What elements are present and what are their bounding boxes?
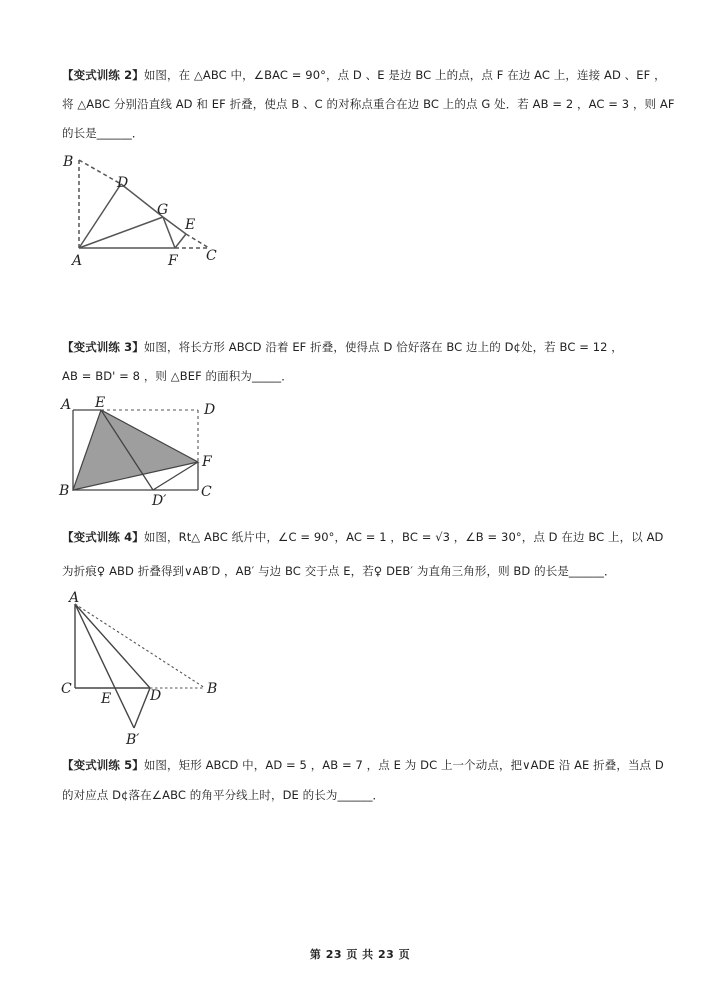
p2-label-G: G [157, 202, 169, 218]
problem5-title: 【变式训练 5】 [62, 758, 144, 772]
p3-label-D: D [204, 402, 216, 418]
p2-label-E: E [185, 217, 196, 233]
p3-label-B: B [59, 483, 70, 499]
p3-label-Dprime: D′ [152, 493, 167, 509]
p2-label-B: B [63, 154, 74, 170]
problem5-text1: 如图，矩形 ABCD 中，AD = 5 ，AB = 7 ，点 E 为 DC 上一个动点，把∨ADE 沿 AE 折叠，当点 D [143, 758, 664, 772]
figure-problem2 [55, 148, 235, 270]
p2-label-C: C [206, 248, 217, 264]
problem4-line1 [62, 529, 664, 545]
problem4-title: 【变式训练 4】 [62, 530, 144, 544]
problem4-line2: 为折痕♀ ABD 折叠得到∨AB′D ，AB′ 与边 BC 交于点 E，若♀ DEB′ 为直角三角形，则 BD 的长是______． [62, 564, 616, 578]
p4-label-Bprime: B′ [126, 732, 140, 748]
p4-label-D: D [150, 688, 162, 704]
problem2-text1: 如图，在 △ABC 中，∠BAC = 90°，点 D 、E 是边 BC 上的点，点 F 在边 AC 上，连接 AD 、EF ， [143, 68, 666, 82]
p4-label-B: B [207, 681, 218, 697]
p4-label-C: C [61, 681, 72, 697]
p2-label-D: D [117, 175, 129, 191]
problem3-text1: 如图，将长方形 ABCD 沿着 EF 折叠，使得点 D 恰好落在 BC 边上的 D¢处，若 BC = 12 ， [143, 340, 623, 354]
p3-label-E: E [95, 395, 106, 411]
p3-label-A: A [61, 397, 72, 413]
problem2-line3: 的长是______． [62, 126, 144, 140]
p4-label-E: E [101, 691, 112, 707]
problem2-line2: 将 △ABC 分别沿直线 AD 和 EF 折叠，使点 B 、C 的对称点重合在边 BC 上的点 G 处．若 AB = 2 ，AC = 3 ，则 AF [62, 97, 675, 111]
problem3-line1 [62, 339, 623, 355]
problem2-title: 【变式训练 2】 [62, 68, 144, 82]
figure-problem3 [55, 392, 230, 510]
problem3-title: 【变式训练 3】 [62, 340, 144, 354]
problem4-text1: 如图，Rt△ ABC 纸片中，∠C = 90°，AC = 1 ，BC = √3 ，∠B = 30°，点 D 在边 BC 上，以 AD [143, 530, 664, 544]
p2-label-F: F [168, 253, 178, 269]
problem3-line2: AB = BD' = 8 ，则 △BEF 的面积为_____． [62, 369, 293, 383]
problem5-line2: 的对应点 D¢落在∠ABC 的角平分线上时，DE 的长为______． [62, 788, 385, 802]
p4-label-A: A [69, 590, 80, 606]
p2-label-A: A [72, 253, 83, 269]
problem2-line1 [62, 67, 666, 83]
figure-problem4 [55, 590, 230, 750]
problem5-line1 [62, 757, 664, 773]
page-footer: 第 23 页 共 23 页 [309, 948, 411, 961]
p3-label-F: F [202, 454, 212, 470]
p3-label-C: C [201, 484, 212, 500]
